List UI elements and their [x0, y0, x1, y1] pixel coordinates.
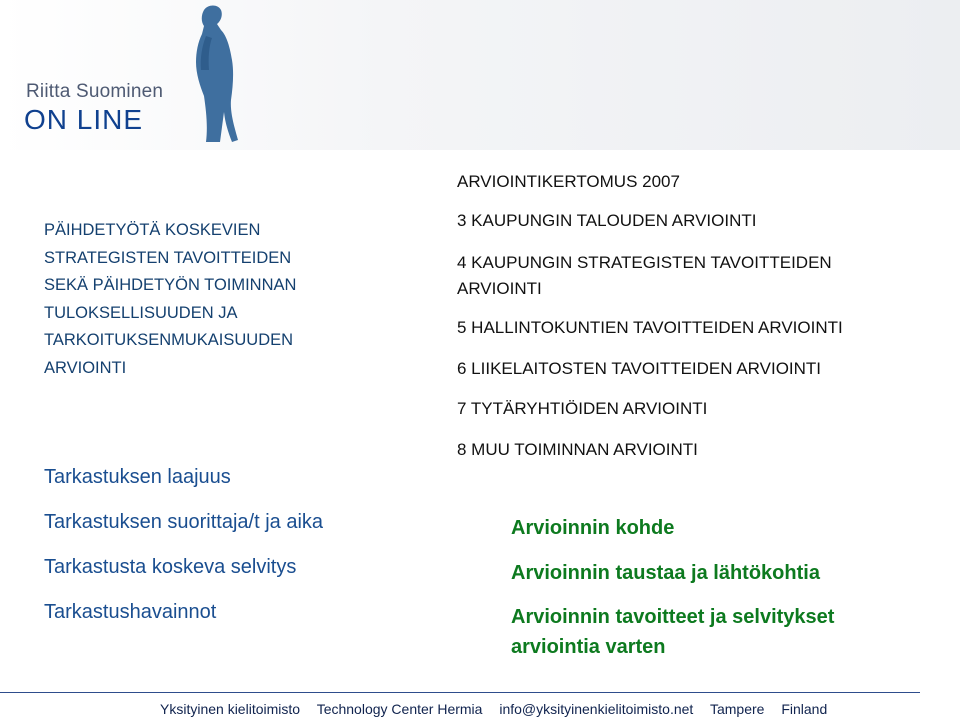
- footer-email: info@yksityinenkielitoimisto.net: [499, 701, 694, 717]
- list-item: 8 MUU TOIMINNAN ARVIOINTI: [457, 440, 698, 459]
- list-item: 6 LIIKELAITOSTEN TAVOITTEIDEN ARVIOINTI: [457, 359, 822, 378]
- footer-country: Finland: [781, 701, 828, 717]
- list-item: Tarkastuksen suorittaja/t ja aika: [44, 511, 324, 533]
- left-title-line: ARVIOINTI: [44, 358, 127, 377]
- list-item: Arvioinnin tavoitteet ja selvitykset: [511, 606, 835, 628]
- list-item: Arvioinnin kohde: [511, 517, 675, 539]
- logo: [20, 0, 360, 150]
- footer-divider: [0, 692, 920, 693]
- footer-place: Technology Center Hermia: [316, 701, 483, 717]
- logo-online: ON LINE: [24, 104, 144, 135]
- list-item: Arvioinnin taustaa ja lähtökohtia: [511, 562, 820, 584]
- list-item: 5 HALLINTOKUNTIEN TAVOITTEIDEN ARVIOINTI: [457, 318, 843, 337]
- left-title-line: PÄIHDETYÖTÄ KOSKEVIEN: [44, 221, 261, 239]
- footer-city: Tampere: [709, 701, 765, 717]
- report-title: ARVIOINTIKERTOMUS 2007: [457, 172, 680, 191]
- list-item: Tarkastusta koskeva selvitys: [44, 556, 297, 578]
- left-list: [44, 466, 323, 646]
- left-title-line: STRATEGISTEN TAVOITTEIDEN: [44, 248, 292, 267]
- list-item: ARVIOINTI: [457, 279, 542, 298]
- left-title: [44, 217, 424, 382]
- list-item: Tarkastuksen laajuus: [44, 466, 231, 488]
- left-title-line: SEKÄ PÄIHDETYÖN TOIMINNAN: [44, 276, 297, 294]
- list-item: 7 TYTÄRYHTIÖIDEN ARVIOINTI: [457, 399, 708, 418]
- footer-company: Yksityinen kielitoimisto: [160, 701, 301, 717]
- list-item: Tarkastushavainnot: [44, 601, 217, 623]
- list-item: 4 KAUPUNGIN STRATEGISTEN TAVOITTEIDEN: [457, 253, 832, 272]
- logo-name: Riitta Suominen: [26, 81, 164, 102]
- left-title-line: TULOKSELLISUUDEN JA: [44, 303, 238, 322]
- list-item: arviointia varten: [511, 636, 666, 658]
- footer: [160, 701, 840, 717]
- left-title-line: TARKOITUKSENMUKAISUUDEN: [44, 331, 294, 349]
- list-item: 3 KAUPUNGIN TALOUDEN ARVIOINTI: [457, 211, 757, 230]
